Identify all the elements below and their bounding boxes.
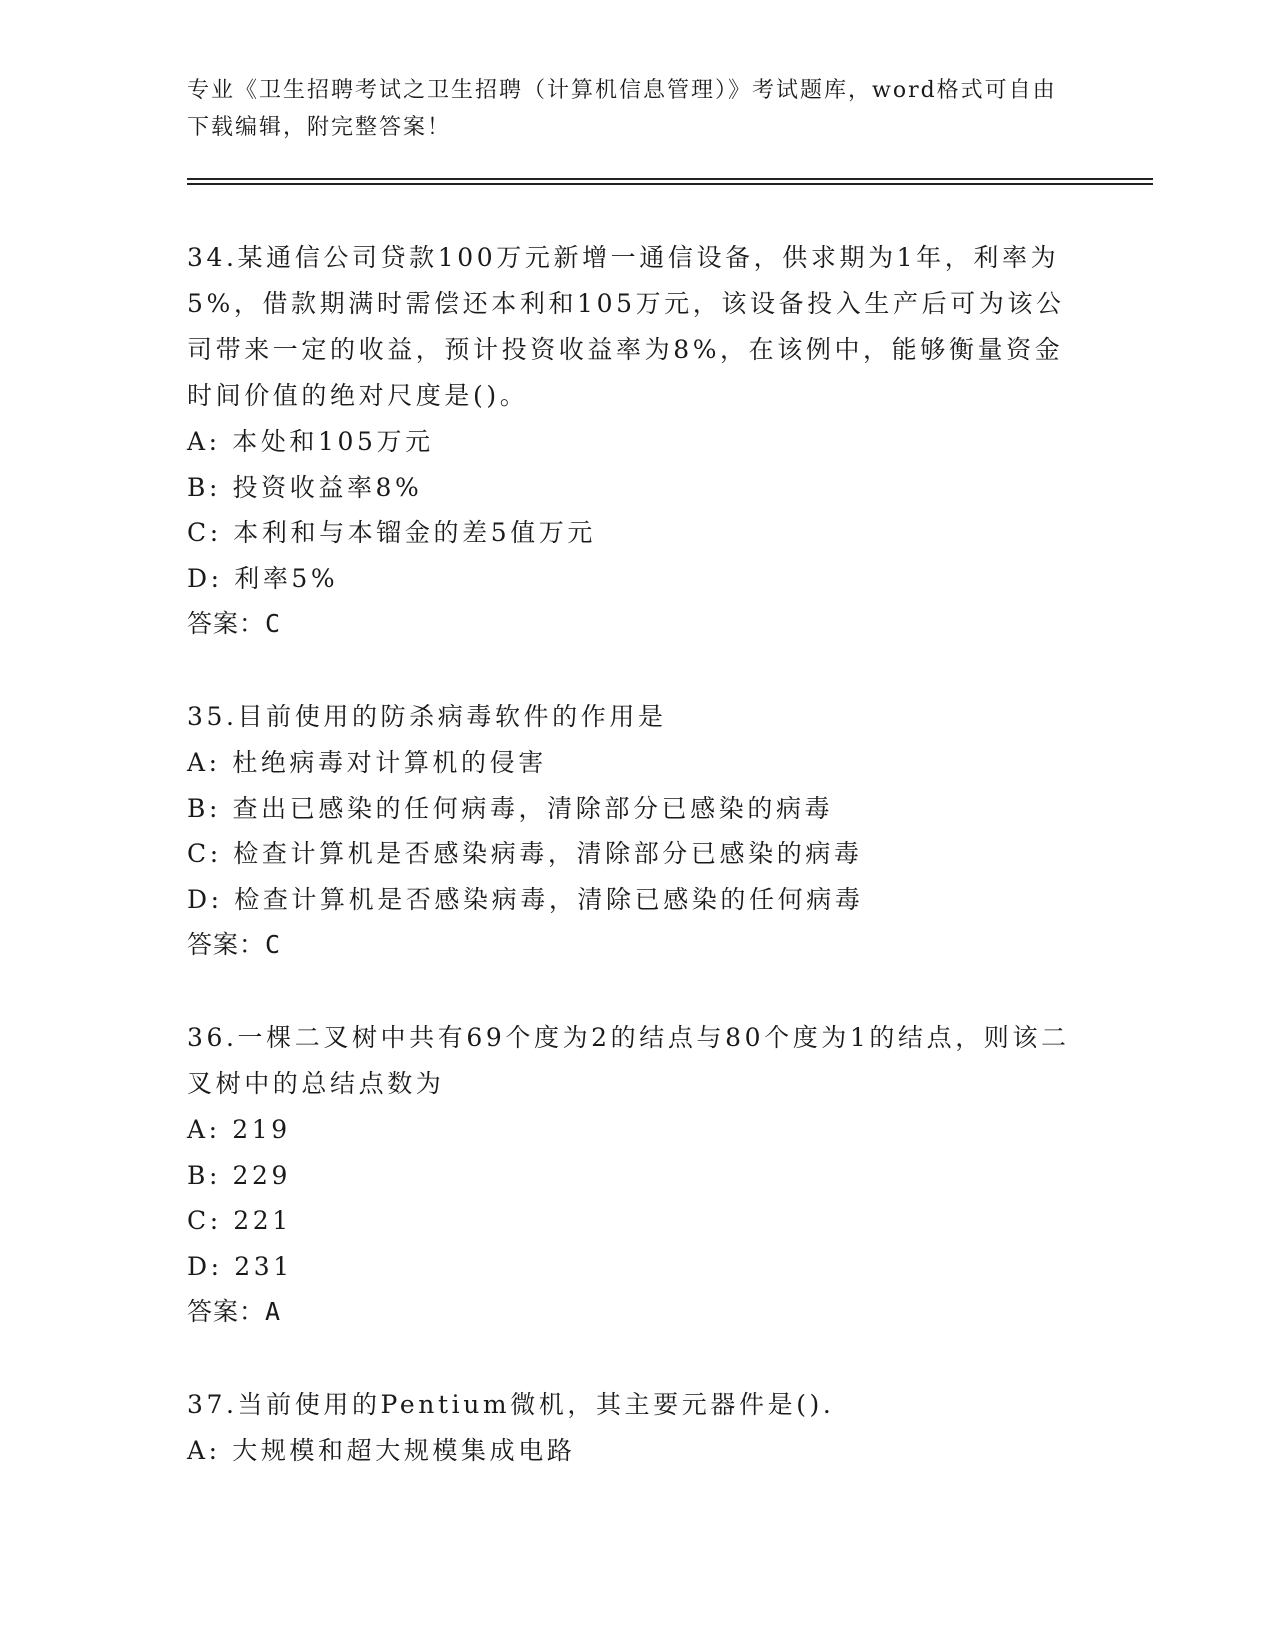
question-34	[187, 235, 1087, 647]
option-b: B: 投资收益率8%	[187, 472, 423, 502]
option-d: D: 利率5%	[187, 563, 339, 593]
option-d: D: 231	[187, 1251, 293, 1281]
question-stem: 35.目前使用的防杀病毒软件的作用是	[187, 702, 667, 731]
question-stem: 36.一棵二叉树中共有69个度为2的结点与80个度为1的结点，则该二叉树中的总结点数为	[187, 1023, 1070, 1098]
option-c: C: 检查计算机是否感染病毒，清除部分已感染的病毒	[187, 839, 863, 868]
option-b: B: 229	[187, 1160, 292, 1190]
header-divider-bottom	[187, 183, 1153, 185]
answer-line: 答案：C	[187, 609, 282, 638]
option-b: B: 查出已感染的任何病毒，清除部分已感染的病毒	[187, 793, 834, 823]
option-d: D: 检查计算机是否感染病毒，清除已感染的任何病毒	[187, 884, 864, 914]
option-a: A: 杜绝病毒对计算机的侵害	[187, 748, 547, 777]
question-37	[187, 1382, 1087, 1474]
option-c: C: 221	[187, 1206, 292, 1235]
answer-line: 答案：C	[187, 930, 282, 959]
option-c: C: 本利和与本镏金的差5值万元	[187, 518, 597, 547]
page-header-text: 专业《卫生招聘考试之卫生招聘（计算机信息管理）》考试题库，word格式可自由下载编辑，附完整答案！	[187, 78, 1057, 140]
question-stem: 37.当前使用的Pentium微机，其主要元器件是().	[187, 1390, 835, 1419]
question-stem: 34.某通信公司贷款100万元新增一通信设备，供求期为1年，利率为5%，借款期满时需偿还本利和105万元，该设备投入生产后可为该公司带来一定的收益，预计投资收益率为8%，在该例中，能够衡量资金时间价值的绝对尺度是()。	[187, 243, 1065, 410]
question-36	[187, 1015, 1087, 1335]
answer-line: 答案：A	[187, 1297, 282, 1326]
question-35	[187, 694, 1087, 968]
option-a: A: 219	[187, 1115, 291, 1144]
option-a: A: 本处和105万元	[187, 427, 434, 456]
header-divider-top	[187, 178, 1153, 180]
option-a: A: 大规模和超大规模集成电路	[187, 1436, 576, 1465]
question-list	[187, 235, 1087, 1521]
